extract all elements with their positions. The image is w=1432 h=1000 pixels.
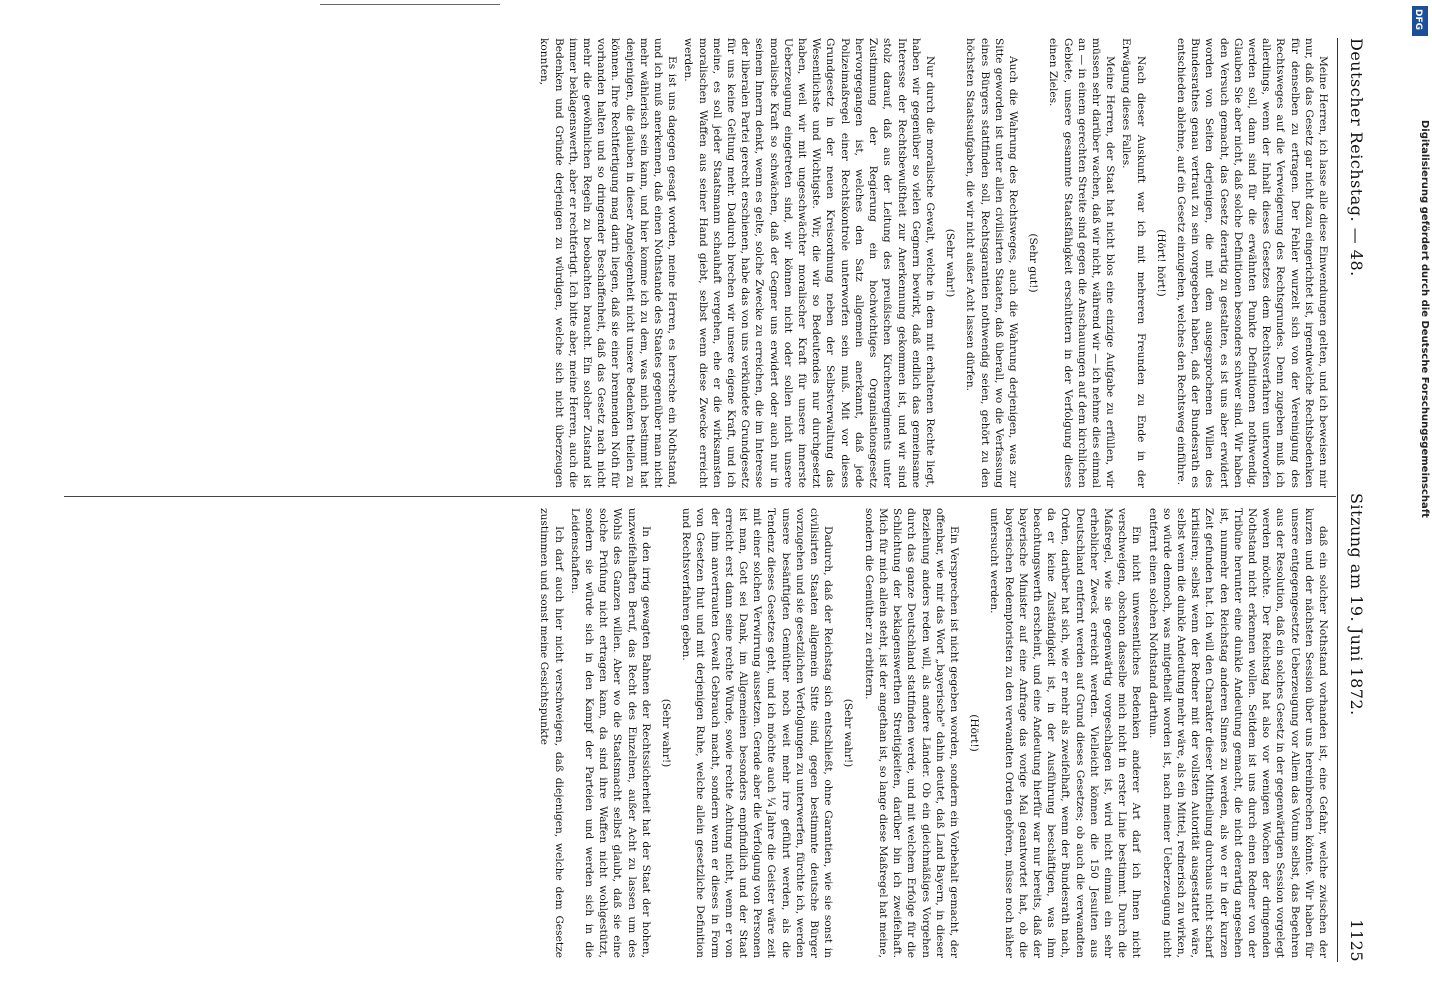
digitization-credit-strip — [1406, 0, 1432, 1000]
page-number: 1125 — [1347, 919, 1366, 962]
dfg-logo — [1412, 6, 1428, 36]
header-rule — [1337, 38, 1338, 962]
rotated-document-page — [56, 30, 1376, 970]
dfg-logo-text: DFG — [1413, 9, 1423, 31]
paragraph: daß ein solcher Nothstand vorhanden ist, eine Gefahr, welche zwischen der kurzen und der nächsten Session über uns hereinbrechen könnte. Wir haben für unsere entgegengesetzte Ueberzeugung vor Allem das Votum selbst, das Begehren aus der Resolution, daß ein solches Gesetz in der gegenwärtigen Session vorgelegt werden möchte. Der Reichstag hat also vor wenigen Wochen der dringenden Nothstand nicht erkennen wollen. Seitdem ist uns durch einen Redner von der Tribüne herunter eine dunkle Andeutung gemacht, die nicht derartig angesehen ist, nunmehr den Reichstag anderen Sinnes zu werden, als wo er in der kurzen Zeit gefunden hat. Ich will den Charakter dieser Mittheilung durchaus nicht scharf kritisiren; selbst wenn der Redner mit der vollsten Autorität ausgestattet wäre, selbst wenn die dunkle Andeutung mehr wäre, als ein Mittel, rednerisch zu wirken, so würde dennoch, was mitgetheilt worden ist, nach meiner Ueberzeugung nicht entfernt einen solchen Nothstand darthun. — [1146, 508, 1329, 958]
paragraph: Nur durch die moralische Gewalt, welche in dem mit erhaltenen Rechte liegt, haben wir gegenüber so vielen Gegnern bewirkt, daß endlich das gemeinsame Interesse der Rechtsbewußtheit zur Anerkennung gekommen ist, und wir sind stolz darauf, daß aus der Leitung des preußischen Kirchenregiments unter Zustimmung der Regierung ein hochwichtiges Organisationsgesetz hervorgegangen ist, welches den Satz allgemein anerkannt, daß jede Polizeimaßregel einer Rechtskontrole unterworfen sein muß. Mit vor dieses Grundgesetz in der neuen Kreisordnung neben der Selbstverwaltung das Wesentlichste und Wichtigste. Wir, die wir so Bedeutendes nur durchgesetzt haben, weil wir mit ungeschwächter moralischer Kraft für unsere innerste Ueberzeugung eingetreten sind, wir können nicht oder sollen nicht unsere moralische Kraft so schwächen, daß der Gegner uns erwidert oder auch nur in seinem Innern denkt, wenn es gelte, solche Zwecke zu erreichen, die im Interesse der liberalen Partei gerecht erschienen, habe das von uns verkündete Grundgesetz für uns keine Geltung mehr. Dadurch brechen wir unsere eigene Kraft, und ich meine, es soll jeder Staatsmann schauhaft vergehen, ehe er die wirksamsten moralischen Waffen aus seiner Hand giebt, selbst wenn diese Zwecke erreicht werden. — [682, 38, 936, 488]
paragraph: Nach dieser Auskunft war ich mit mehreren Freunden zu Ende in der Erwägung dieses Falles. — [1120, 38, 1147, 488]
interjection: (Sehr wahr!) — [660, 698, 673, 768]
paragraph: Meine Herren, der Staat hat nicht blos eine einzige Aufgabe zu erfüllen, wir müssen sehr darüber wachen, daß wir nicht, während wir — ich nehme dies einmal an — in einem gerechten Streite sind gegen die Anschauungen auf dem kirchlichen Gebiete, unsere gesammte Staatsfähigkeit erschüttern in der Verfolgung dieses einen Zieles. — [1047, 38, 1117, 488]
column-divider — [64, 496, 1336, 497]
running-header — [1340, 38, 1372, 962]
interjection: (Sehr gut!) — [1027, 233, 1040, 293]
interjection: (Hört! hört!) — [1154, 229, 1167, 297]
interjection: (Hört!) — [968, 714, 981, 752]
paragraph: Ein nicht unwesentliches Bedenken anderer Art darf ich Ihnen nicht verschweigen, obschon dasselbe mich nicht in erster Linie bestimmt. Durch die Maßregel, wie sie gegenwärtig vorgeschlagen ist, wird nicht einmal ein sehr erheblicher Zweck erreicht werden. Vielleicht können die 150 Jesuiten aus Deutschland entfernt werden auf Grund dieses Gesetzes; ob auch die verwandten Orden, darüber hat sich, wie er mehr als zweifelhaft, wenn der Bundesrath nach, da er keine Zuständigkeit ist, in der Ausführung beschäftigen, was ihm beachtungswerth erscheint, und eine Andeutung hierfür war nur bereits, daß der bayerische Minister auf eine Anfrage das vorige Mal geantwortet hat, ob die bayerischen Redemptoristen zu den verwandten Orden gehören, müsse noch näher untersucht werden. — [988, 508, 1143, 958]
interjection: (Sehr wahr!) — [944, 228, 957, 298]
paragraph: Meine Herren, ich lasse alle diese Einwendungen gelten, und ich beweisen mir nur, daß das Gesetz gar nicht dazu eingerichtet ist, irgendwelche Rechtsbedenken für denselben zu ertragen. Der Fehler wurzelt sich von der Vereinigung des Rechtsweges auf die Verweigerung des Rechtsgrundes. Denn zugeben muß ich allerdings, wenn der Inhalt dieses Gesetzes dem Rechtsverfahren unterworfen werden soll, dann sind für die erwähnten Punkte Definitionen nothwendig. Glauben Sie aber nicht, daß solche Definitionen besonders schwer sind. Wir haben den Versuch gemacht, das Gesetz derartig zu gestalten, es ist uns aber erwidert worden von Seiten derjenigen, die mit dem ausgesprochenen Willen des Bundesrathes genau vertraut zu sein vorgegeben haben, daß der Bundesrath es entschieden ablehne, auf ein Gesetz einzugehen, welches den Rechtsweg einführe. — [1174, 38, 1329, 488]
header-session-date: Sitzung am 19. Juni 1872. — [1347, 493, 1366, 716]
paragraph: Ein Versprechen ist nicht gegeben worden, sondern ein Vorbehalt gemacht, der offenbar, wie mir das Wort „bayerische" dahin deutet, daß Land Bayern, in dieser Beziehung anders reden will, als andere Länder. Ob ein gleichmäßiges Vorgehen durch das ganze Deutschland stattfinden werde, und mit welchem Erfolge für die Schlichtung der beklagenswerthen Streitigkeiten, darüber bin ich zweifelhaft. Mich für mich allein steht, ist der angethan ist, so lange diese Maßregel hat meine, sondern die Gemüther zu erbittern. — [862, 508, 960, 958]
right-text-column — [66, 508, 1330, 958]
interjection: (Sehr wahr!) — [842, 698, 855, 768]
paragraph: Auch die Wahrung des Rechtsweges, auch die Wahrung derjenigen, was zur Sitte geworden ist unter allen civilisirten Staaten, daß überall, wo die Verfassung eines Bürgers stattfinden soll, Rechtsgarantien nothwendig seien, gehört zu den höchsten Staatsaufgaben, die wir nicht außer Acht lassen dürfen. — [964, 38, 1019, 488]
header-journal-title: Deutscher Reichstag. — 48. — [1347, 38, 1366, 277]
left-text-column — [66, 38, 1330, 488]
paragraph: Es ist uns dagegen gesagt worden, meine Herren, es herrsche ein Nothstand, und ich muß anerkennen, daß einen Nothstande des Staates gegenüber man nicht mehr wählerisch sein kann, und hier komme ich zu dem, was mich bestimmt hat denjenigen, die glauben in dieser Angelegenheit nicht unsere Bedenken theilen zu können. Ihre Rechtfertigung mag darin liegen, daß sie einer brennenden Noth für vorhanden halten und so dringender Beschaffenheit, daß das Gesetz nach nicht mehr die gewöhnlichen Regeln zu beobachten braucht. Ein solcher Zustand ist immer beklagenswerth, aber er rechtfertigt. Ich bitte aber, meine Herren, auch die Bedenken und Gründe derjenigen zu würdigen, welche sich nicht überzeugen konnten, — [538, 38, 679, 488]
paragraph: In den irrig gewagten Bahnen der Rechtssicherheit hat der Staat der hohen, unzweifelhaften Beruf, das Recht des Einzelnen, außer Acht zu lassen um des Wohls des Ganzen willen. Aber wo die Staatsmacht selbst glaubt, daß sie eine solche Prüfung nicht ertragen kann, da sind ihre Waffen nicht wohlgestützt, sondern sie würde sich in den Kampf der Parteien und werden sich in die Leidenschaften. — [568, 508, 652, 958]
scan-edge-mark — [320, 4, 500, 5]
paragraph: Dadurch, daß der Reichstag sich entschließt, ohne Garantien, wie sie sonst in civilisirten Staaten allgemein Sitte sind, gegen bestimmte deutsche Bürger vorzugehen und sie gesetzlichen Verfolgungen zu unterwerfen, fürchte ich, werden unsere besänftigten Gemüther noch weit mehr irre geführt werden, als die Tendenz dieses Gesetzes geht, und ich möchte auch ¼ Jahre die Geister wäre zeit mit einer solchen Verwirrung aussetzen. Gerade aber die Verfolgung von Personen ist man, Gott sei Dank, im Allgemeinen besonders empfindlich und der Staat erreicht erst dann seine rechte Würde, sowie rechte Achtung nicht, wenn er von der ihm anvertrauten Gewalt Gebrauch macht, sondern wenn er dieses in Form von Gesetzen thut und mit derjenigen Ruhe, welche allein gesetzliche Definition und Rechtsverfahren geben. — [680, 508, 835, 958]
paragraph: Ich darf auch hier nicht verschweigen, daß diejenigen, welche dem Gesetze zustimmen und sonst meine Gesichtspunkte — [538, 508, 565, 958]
digitization-credit: Digitalisierung gefördert durch die Deutsche Forschungsgemeinschaft — [1419, 120, 1430, 518]
